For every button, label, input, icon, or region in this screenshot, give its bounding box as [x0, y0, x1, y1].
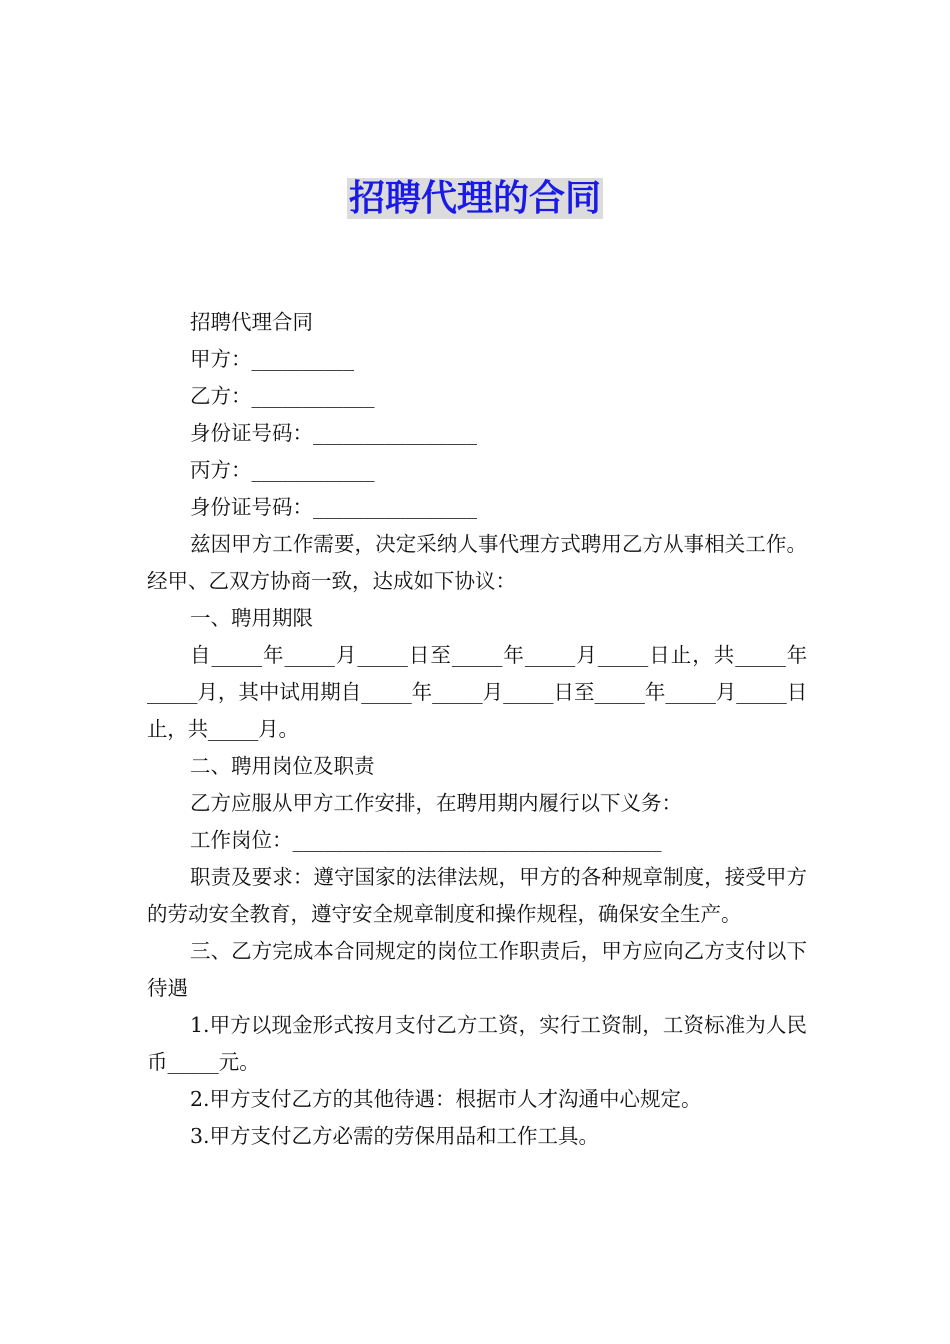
paragraph-party-c: 丙方：____________ [190, 458, 375, 482]
paragraph-party-c-id: 身份证号码：________________ [190, 495, 477, 519]
paragraph-contract-name: 招聘代理合同 [190, 310, 313, 334]
title-text: 招聘代理的合同 [348, 178, 601, 219]
paragraph-term-dates: 自_____年_____月_____日至_____年_____月_____日止，共_____年_____月，其中试用期自_____年_____月_____日至_____年_____月_____日止，共_____月。 [147, 643, 807, 741]
document-title [0, 173, 950, 225]
list-item-other-benefits: 2.甲方支付乙方的其他待遇：根据市人才沟通中心规定。 [190, 1087, 702, 1111]
paragraph-party-b-id: 身份证号码：________________ [190, 421, 477, 445]
document-body [147, 304, 807, 1155]
section-heading-compensation: 三、乙方完成本合同规定的岗位工作职责后，甲方应向乙方支付以下待遇 [147, 939, 807, 1000]
list-item-equipment: 3.甲方支付乙方必需的劳保用品和工作工具。 [190, 1124, 600, 1148]
paragraph-party-a: 甲方：__________ [190, 347, 354, 371]
paragraph-preamble: 兹因甲方工作需要，决定采纳人事代理方式聘用乙方从事相关工作。经甲、乙双方协商一致，达成如下协议： [147, 532, 807, 593]
paragraph-obligations: 乙方应服从甲方工作安排，在聘用期内履行以下义务： [190, 791, 682, 815]
section-heading-position: 二、聘用岗位及职责 [190, 754, 375, 778]
paragraph-party-b: 乙方：____________ [190, 384, 375, 408]
list-item-salary: 1.甲方以现金形式按月支付乙方工资，实行工资制，工资标准为人民币_____元。 [147, 1013, 807, 1074]
paragraph-job-position: 工作岗位：____________________________________ [190, 828, 662, 852]
paragraph-duties: 职责及要求：遵守国家的法律法规，甲方的各种规章制度，接受甲方的劳动安全教育，遵守安全规章制度和操作规程，确保安全生产。 [147, 865, 807, 926]
section-heading-term: 一、聘用期限 [190, 606, 313, 630]
